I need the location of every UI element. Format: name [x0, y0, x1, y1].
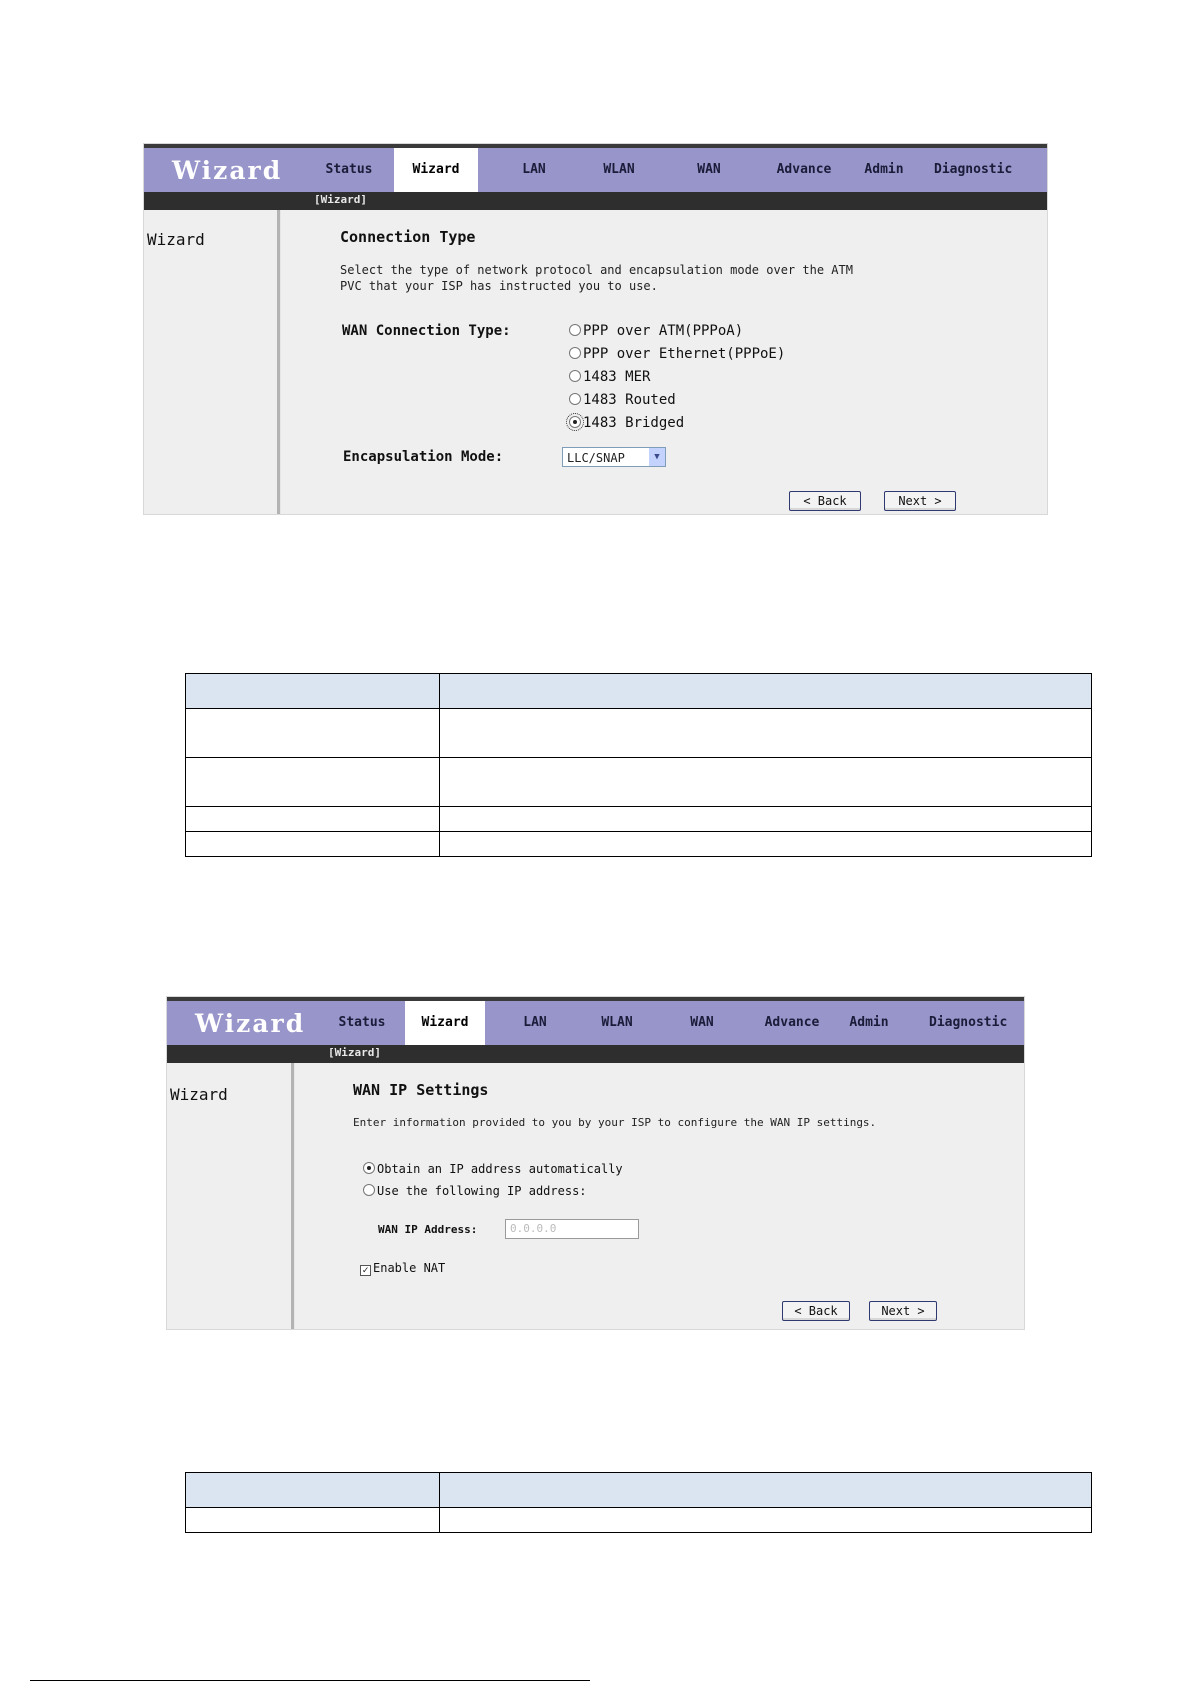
table-row — [186, 807, 1092, 832]
table-header-cell — [440, 674, 1092, 709]
enable-nat-row[interactable] — [360, 1261, 445, 1276]
tab-wizard[interactable]: Wizard — [394, 148, 478, 192]
page-description-line1: Select the type of network protocol and encapsulation mode over the ATM — [340, 263, 853, 277]
breadcrumb[interactable]: [Wizard] — [314, 193, 367, 206]
wan-connection-type-label: WAN Connection Type: — [342, 323, 511, 339]
wan-option-mer[interactable] — [569, 369, 650, 385]
table-row — [186, 709, 1092, 758]
next-button[interactable]: Next > — [869, 1301, 937, 1321]
breadcrumb[interactable]: [Wizard] — [328, 1046, 381, 1059]
wan-option-bridged-label: 1483 Bridged — [583, 415, 685, 431]
enable-nat-label: Enable NAT — [373, 1261, 446, 1275]
tab-wan[interactable]: WAN — [697, 162, 721, 177]
chevron-down-icon[interactable]: ▼ — [649, 448, 665, 466]
wan-option-mer-label: 1483 MER — [583, 369, 651, 385]
back-button[interactable]: < Back — [782, 1301, 850, 1321]
encapsulation-mode-select[interactable] — [562, 447, 666, 467]
encapsulation-mode-label: Encapsulation Mode: — [343, 449, 504, 465]
top-nav-bar — [167, 997, 1024, 1045]
brand-title: Wizard — [195, 1009, 306, 1038]
back-button[interactable]: < Back — [789, 491, 861, 511]
encapsulation-mode-value: LLC/SNAP — [567, 451, 625, 465]
wan-ip-address-input[interactable]: 0.0.0.0 — [505, 1219, 639, 1239]
sidebar-title[interactable]: Wizard — [147, 230, 205, 249]
sidebar-divider — [291, 1063, 295, 1329]
footnote-separator — [30, 1680, 590, 1681]
tab-status[interactable]: Status — [338, 1015, 386, 1030]
ip-option-auto[interactable] — [363, 1162, 623, 1176]
table-header-cell — [186, 1473, 440, 1508]
wan-ip-address-label: WAN IP Address: — [378, 1223, 478, 1236]
tab-wizard[interactable]: Wizard — [405, 1001, 485, 1045]
tab-wlan[interactable]: WLAN — [603, 162, 635, 177]
breadcrumb-bar — [167, 1045, 1024, 1063]
radio-auto-ip[interactable] — [363, 1162, 375, 1174]
table-cell — [186, 1508, 440, 1533]
wan-option-pppoe-label: PPP over Ethernet(PPPoE) — [583, 346, 786, 362]
wan-option-pppoe[interactable] — [569, 346, 785, 362]
table-cell — [186, 832, 440, 857]
ip-option-manual-label: Use the following IP address: — [377, 1184, 587, 1198]
page-description-line2: PVC that your ISP has instructed you to use. — [340, 279, 658, 293]
table-cell — [186, 709, 440, 758]
table-header-row — [186, 1473, 1092, 1508]
top-nav-bar — [144, 144, 1047, 192]
connection-type-table — [185, 673, 1092, 857]
tab-diagnostic[interactable]: Diagnostic — [929, 1015, 1008, 1030]
table-cell — [440, 709, 1092, 758]
tab-lan[interactable]: LAN — [523, 1015, 547, 1030]
brand-title: Wizard — [172, 156, 283, 185]
wan-option-pppoa[interactable] — [569, 323, 743, 339]
wan-option-pppoa-label: PPP over ATM(PPPoA) — [583, 323, 744, 339]
page-title: Connection Type — [340, 228, 476, 246]
tab-status[interactable]: Status — [325, 162, 373, 177]
wan-option-routed-label: 1483 Routed — [583, 392, 676, 408]
sidebar-title[interactable]: Wizard — [170, 1085, 228, 1104]
table-row — [186, 832, 1092, 857]
table-row — [186, 1508, 1092, 1533]
radio-pppoa[interactable] — [569, 324, 581, 336]
table-cell — [440, 832, 1092, 857]
table-row — [186, 758, 1092, 807]
page-description: Enter information provided to you by your ISP to configure the WAN IP settings. — [353, 1116, 877, 1129]
radio-manual-ip[interactable] — [363, 1184, 375, 1196]
table-cell — [186, 807, 440, 832]
table-cell — [186, 758, 440, 807]
sidebar-divider — [277, 210, 281, 514]
tab-admin[interactable]: Admin — [849, 1015, 889, 1030]
radio-mer[interactable] — [569, 370, 581, 382]
wan-ip-settings-screenshot — [166, 996, 1025, 1330]
ip-option-auto-label: Obtain an IP address automatically — [377, 1162, 623, 1176]
connection-type-screenshot — [143, 143, 1048, 515]
table-cell — [440, 1508, 1092, 1533]
tab-advance[interactable]: Advance — [776, 162, 832, 177]
tab-wan[interactable]: WAN — [690, 1015, 714, 1030]
breadcrumb-bar — [144, 192, 1047, 210]
table-header-cell — [440, 1473, 1092, 1508]
next-button[interactable]: Next > — [884, 491, 956, 511]
tab-lan[interactable]: LAN — [522, 162, 546, 177]
page-title: WAN IP Settings — [353, 1081, 489, 1099]
ip-option-manual[interactable] — [363, 1184, 587, 1198]
wan-option-routed[interactable] — [569, 392, 676, 408]
wan-option-bridged[interactable] — [569, 415, 684, 431]
table-cell — [440, 758, 1092, 807]
wan-ip-settings-table — [185, 1472, 1092, 1533]
checkbox-enable-nat[interactable]: ✓ — [360, 1265, 371, 1276]
table-header-cell — [186, 674, 440, 709]
radio-pppoe[interactable] — [569, 347, 581, 359]
tab-advance[interactable]: Advance — [764, 1015, 820, 1030]
radio-routed[interactable] — [569, 393, 581, 405]
tab-diagnostic[interactable]: Diagnostic — [934, 162, 1013, 177]
tab-wlan[interactable]: WLAN — [601, 1015, 633, 1030]
table-header-row — [186, 674, 1092, 709]
tab-admin[interactable]: Admin — [864, 162, 904, 177]
radio-bridged[interactable] — [569, 416, 581, 428]
table-cell — [440, 807, 1092, 832]
